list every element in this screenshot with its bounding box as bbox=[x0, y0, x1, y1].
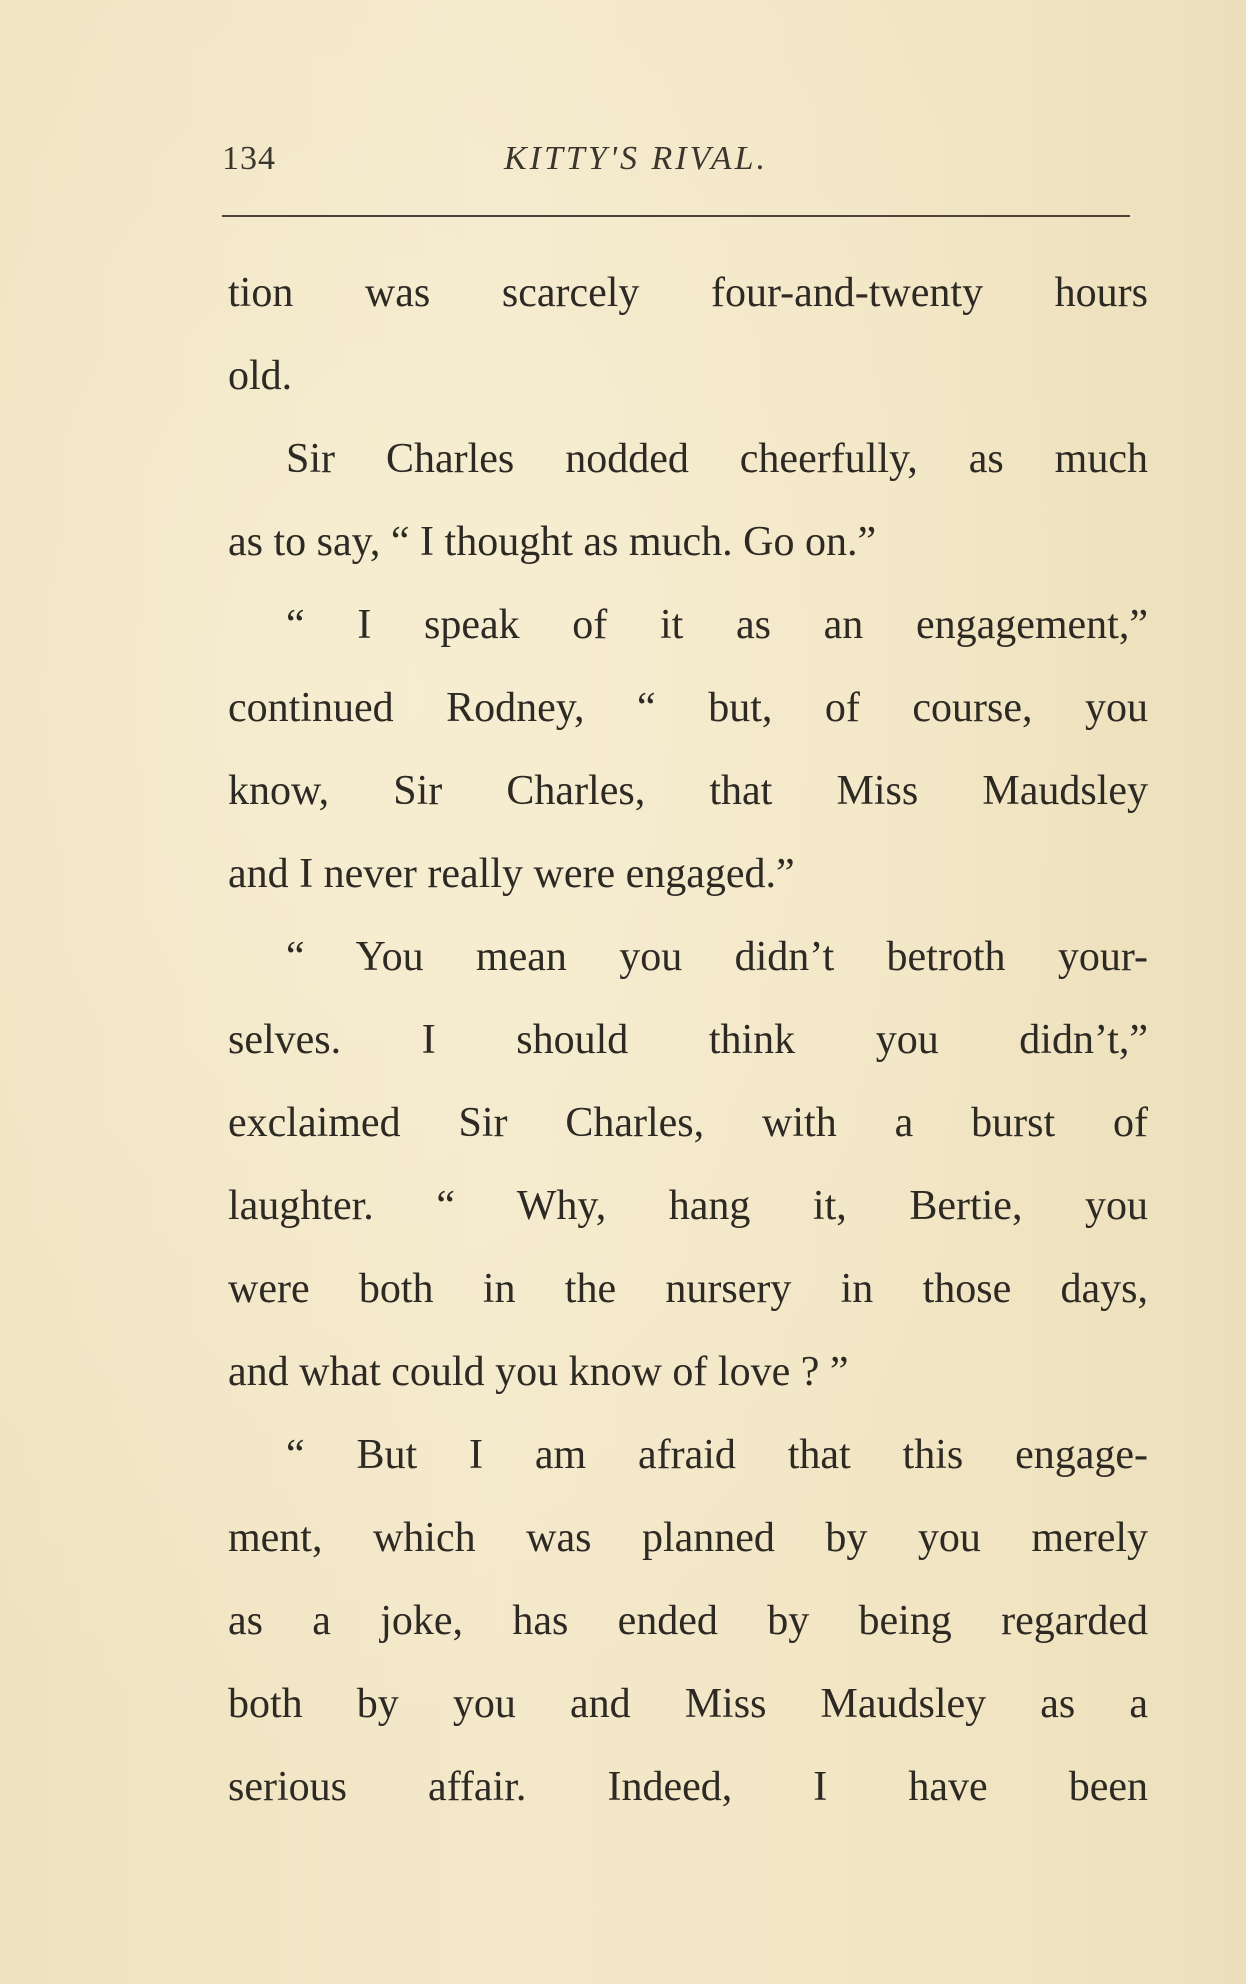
text-line: continued Rodney, “ but, of course, you bbox=[228, 685, 1148, 731]
text-line: exclaimed Sir Charles, with a burst of bbox=[228, 1100, 1148, 1146]
text-line: “ You mean you didn’t betroth your- bbox=[286, 934, 1148, 980]
text-line: as a joke, has ended by being regarded bbox=[228, 1598, 1148, 1644]
text-line: “ But I am afraid that this engage- bbox=[286, 1432, 1148, 1478]
text-line: serious affair. Indeed, I have been bbox=[228, 1764, 1148, 1810]
text-line: laughter. “ Why, hang it, Bertie, you bbox=[228, 1183, 1148, 1229]
text-line: know, Sir Charles, that Miss Maudsley bbox=[228, 768, 1148, 814]
text-line: and what could you know of love ? ” bbox=[228, 1349, 849, 1395]
text-line: ment, which was planned by you merely bbox=[228, 1515, 1148, 1561]
text-line: were both in the nursery in those days, bbox=[228, 1266, 1148, 1312]
page-header bbox=[222, 140, 1122, 200]
text-line: selves. I should think you didn’t,” bbox=[228, 1017, 1148, 1063]
text-line: and I never really were engaged.” bbox=[228, 851, 795, 897]
body-text bbox=[228, 252, 1148, 1829]
text-line: old. bbox=[228, 353, 293, 399]
page-number: 134 bbox=[222, 140, 276, 177]
header-rule bbox=[222, 215, 1130, 217]
text-line: tion was scarcely four-and-twenty hours bbox=[228, 270, 1148, 316]
text-line: Sir Charles nodded cheerfully, as much bbox=[286, 436, 1148, 482]
text-line: “ I speak of it as an engagement,” bbox=[286, 602, 1148, 648]
text-line: both by you and Miss Maudsley as a bbox=[228, 1681, 1148, 1727]
text-line: as to say, “ I thought as much. Go on.” bbox=[228, 519, 877, 565]
running-title: KITTY'S RIVAL. bbox=[504, 140, 769, 177]
